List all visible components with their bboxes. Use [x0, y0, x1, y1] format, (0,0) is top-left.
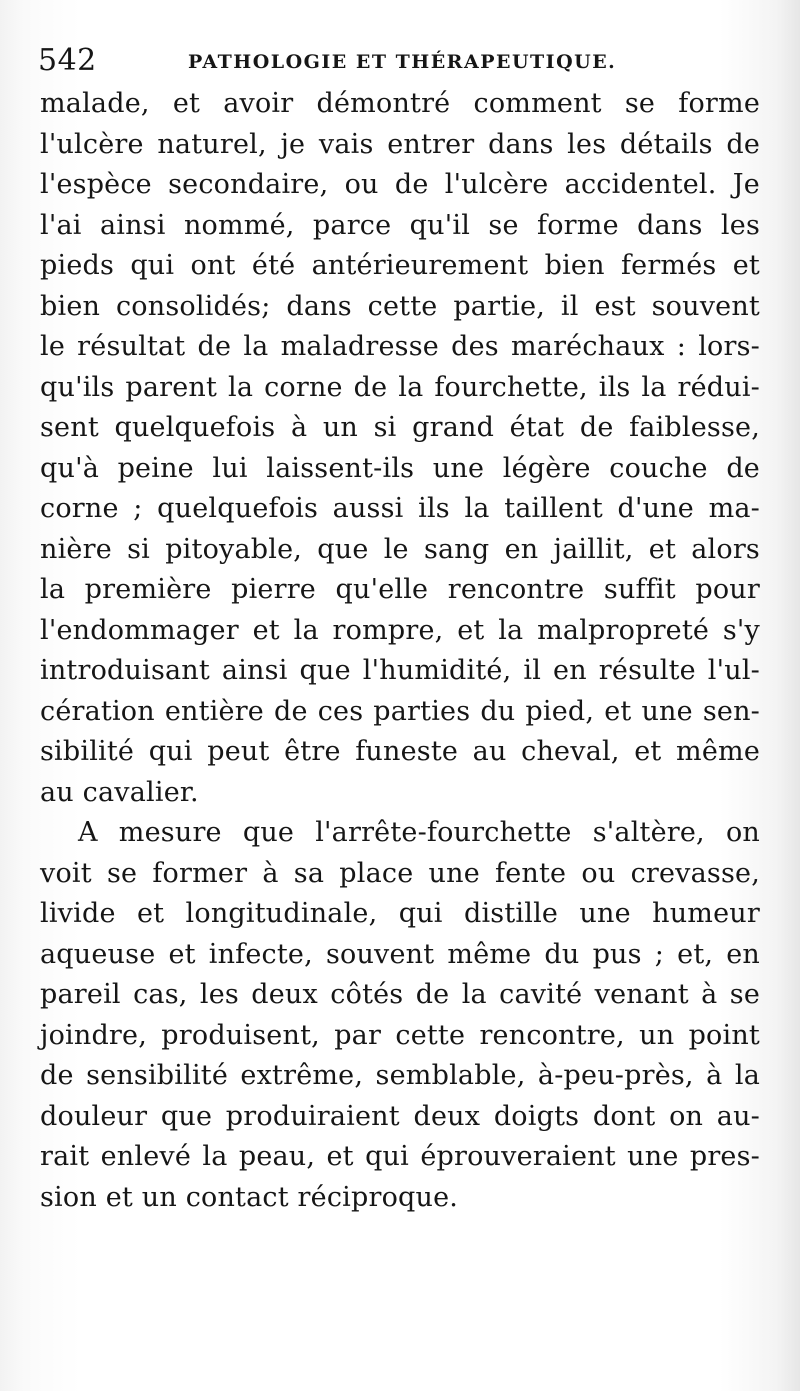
text-line: l'espèce secondaire, ou de l'ulcère accidentel. Je: [40, 169, 760, 200]
paragraph-1: [40, 84, 760, 813]
text-line: de sensibilité extrême, semblable, à-peu-près, à la: [40, 1060, 760, 1091]
text-line: l'ulcère naturel, je vais entrer dans les détails de: [40, 128, 760, 160]
running-title: PATHOLOGIE ET THÉRAPEUTIQUE.: [188, 51, 617, 73]
text-line: l'ai ainsi nommé, parce qu'il se forme dans les: [40, 209, 760, 241]
text-line: douleur que produiraient deux doigts dont on au-: [40, 1100, 760, 1132]
text-line: qu'ils parent la corne de la fourchette, ils la rédui-: [40, 371, 760, 403]
body-text: [40, 84, 760, 1218]
text-line: le résultat de la maladresse des maréchaux : lors-: [40, 331, 760, 362]
text-line: la première pierre qu'elle rencontre suffit pour: [40, 574, 760, 605]
paragraph-2: [40, 813, 760, 1218]
text-line: sibilité qui peut être funeste au cheval, et même: [40, 736, 760, 767]
text-line: aqueuse et infecte, souvent même du pus ; et, en: [40, 938, 760, 970]
text-line: sent quelquefois à un si grand état de faiblesse,: [40, 412, 760, 443]
text-line: rait enlevé la peau, et qui éprouveraient une pres-: [40, 1141, 760, 1172]
text-line: au cavalier.: [40, 776, 199, 808]
text-line: voit se former à sa place une fente ou crevasse,: [40, 857, 760, 889]
text-line: pareil cas, les deux côtés de la cavité venant à se: [40, 979, 760, 1010]
text-line: qu'à peine lui laissent-ils une légère couche de: [40, 452, 760, 484]
running-head: [38, 44, 758, 78]
text-line: livide et longitudinale, qui distille une humeur: [40, 898, 760, 929]
text-line: l'endommager et la rompre, et la malpropreté s'y: [40, 614, 760, 646]
text-line: A mesure que l'arrête-fourchette s'altère, on: [78, 817, 760, 848]
text-line: pieds qui ont été antérieurement bien fermés et: [40, 250, 760, 281]
text-line: introduisant ainsi que l'humidité, il en résulte l'ul-: [40, 655, 760, 686]
text-line: joindre, produisent, par cette rencontre, un point: [40, 1019, 760, 1051]
text-line: corne ; quelquefois aussi ils la taillent d'une ma-: [40, 493, 760, 524]
text-line: cération entière de ces parties du pied, et une sen-: [40, 695, 760, 727]
page-number: 542: [38, 43, 97, 78]
text-line: bien consolidés; dans cette partie, il est souvent: [40, 290, 760, 322]
text-line: nière si pitoyable, que le sang en jaillit, et alors: [40, 533, 760, 565]
text-line: malade, et avoir démontré comment se forme: [40, 88, 760, 119]
text-line: sion et un contact réciproque.: [40, 1181, 459, 1213]
